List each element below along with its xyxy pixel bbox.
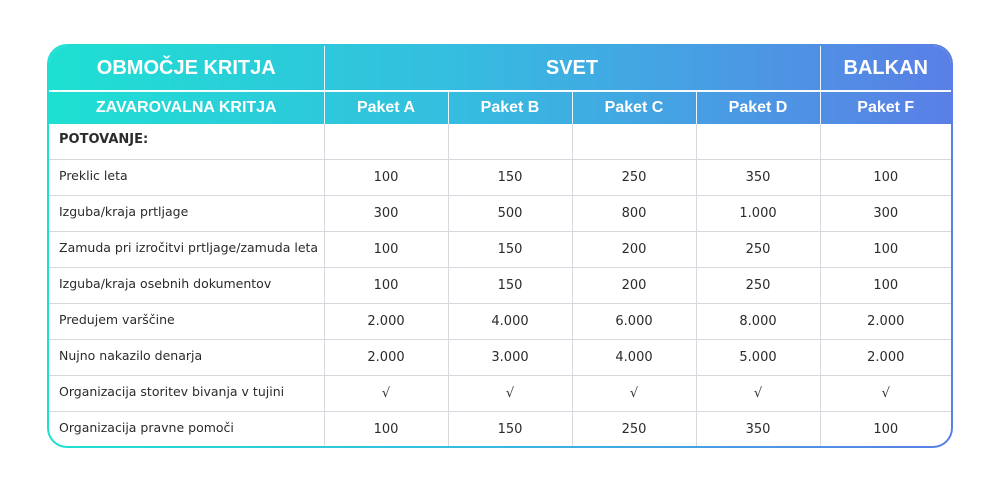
table-cell: 100 <box>820 412 951 447</box>
table-cell: 250 <box>696 232 820 268</box>
table-cell: 200 <box>572 232 696 268</box>
row-label: Organizacija pravne pomoči <box>49 412 324 447</box>
table-cell: 150 <box>448 160 572 196</box>
table-cell: 800 <box>572 196 696 232</box>
table-cell: 150 <box>448 268 572 304</box>
table-cell <box>696 124 820 160</box>
table-cell: 100 <box>324 232 448 268</box>
balkan-header: BALKAN <box>820 46 951 91</box>
coverage-header: ZAVAROVALNA KRITJA <box>49 91 324 124</box>
package-header: Paket F <box>820 91 951 124</box>
row-label: Predujem varščine <box>49 304 324 340</box>
header-row-packages <box>49 91 951 124</box>
table-cell: 300 <box>324 196 448 232</box>
table-cell: 350 <box>696 160 820 196</box>
table-cell: 500 <box>448 196 572 232</box>
table-cell: 4.000 <box>448 304 572 340</box>
table-row <box>49 232 951 268</box>
table-row <box>49 160 951 196</box>
table-row <box>49 376 951 412</box>
table-cell: 250 <box>572 160 696 196</box>
table-row <box>49 304 951 340</box>
table-cell: 150 <box>448 412 572 447</box>
table-cell: 100 <box>820 268 951 304</box>
table-cell: 6.000 <box>572 304 696 340</box>
table-cell: 2.000 <box>820 304 951 340</box>
table-cell: 100 <box>820 160 951 196</box>
table-cell: 250 <box>696 268 820 304</box>
table-cell: 100 <box>820 232 951 268</box>
table-row <box>49 196 951 232</box>
coverage-table <box>49 46 951 446</box>
table-cell: 2.000 <box>324 304 448 340</box>
row-label: Zamuda pri izročitvi prtljage/zamuda leta <box>49 232 324 268</box>
package-header: Paket B <box>448 91 572 124</box>
section-label: POTOVANJE: <box>59 132 149 147</box>
package-header: Paket A <box>324 91 448 124</box>
table-cell <box>572 124 696 160</box>
table-cell <box>324 124 448 160</box>
table-cell: 200 <box>572 268 696 304</box>
table-cell: 100 <box>324 268 448 304</box>
row-label: Organizacija storitev bivanja v tujini <box>49 376 324 412</box>
table-row <box>49 268 951 304</box>
checkmark-icon: √ <box>572 376 696 412</box>
table-cell: 100 <box>324 160 448 196</box>
coverage-table-container <box>49 46 951 446</box>
row-label: Nujno nakazilo denarja <box>49 340 324 376</box>
table-cell: 4.000 <box>572 340 696 376</box>
table-cell: 1.000 <box>696 196 820 232</box>
row-label: Izguba/kraja prtljage <box>49 196 324 232</box>
package-header: Paket C <box>572 91 696 124</box>
checkmark-icon: √ <box>696 376 820 412</box>
table-cell: 3.000 <box>448 340 572 376</box>
checkmark-icon: √ <box>820 376 951 412</box>
table-cell: 150 <box>448 232 572 268</box>
table-cell: 2.000 <box>324 340 448 376</box>
section-row <box>49 124 951 160</box>
svet-header: SVET <box>324 46 820 91</box>
table-cell: 100 <box>324 412 448 447</box>
package-header: Paket D <box>696 91 820 124</box>
header-row-area <box>49 46 951 91</box>
table-cell: 5.000 <box>696 340 820 376</box>
table-row <box>49 340 951 376</box>
table-cell: 2.000 <box>820 340 951 376</box>
table-cell: 250 <box>572 412 696 447</box>
area-header: OBMOČJE KRITJA <box>96 56 276 79</box>
table-cell: 350 <box>696 412 820 447</box>
table-cell: 300 <box>820 196 951 232</box>
table-cell <box>820 124 951 160</box>
checkmark-icon: √ <box>324 376 448 412</box>
row-label: Izguba/kraja osebnih dokumentov <box>49 268 324 304</box>
row-label: Preklic leta <box>49 160 324 196</box>
checkmark-icon: √ <box>448 376 572 412</box>
table-row <box>49 412 951 447</box>
coverage-table-frame <box>47 44 953 448</box>
table-cell <box>448 124 572 160</box>
table-cell: 8.000 <box>696 304 820 340</box>
